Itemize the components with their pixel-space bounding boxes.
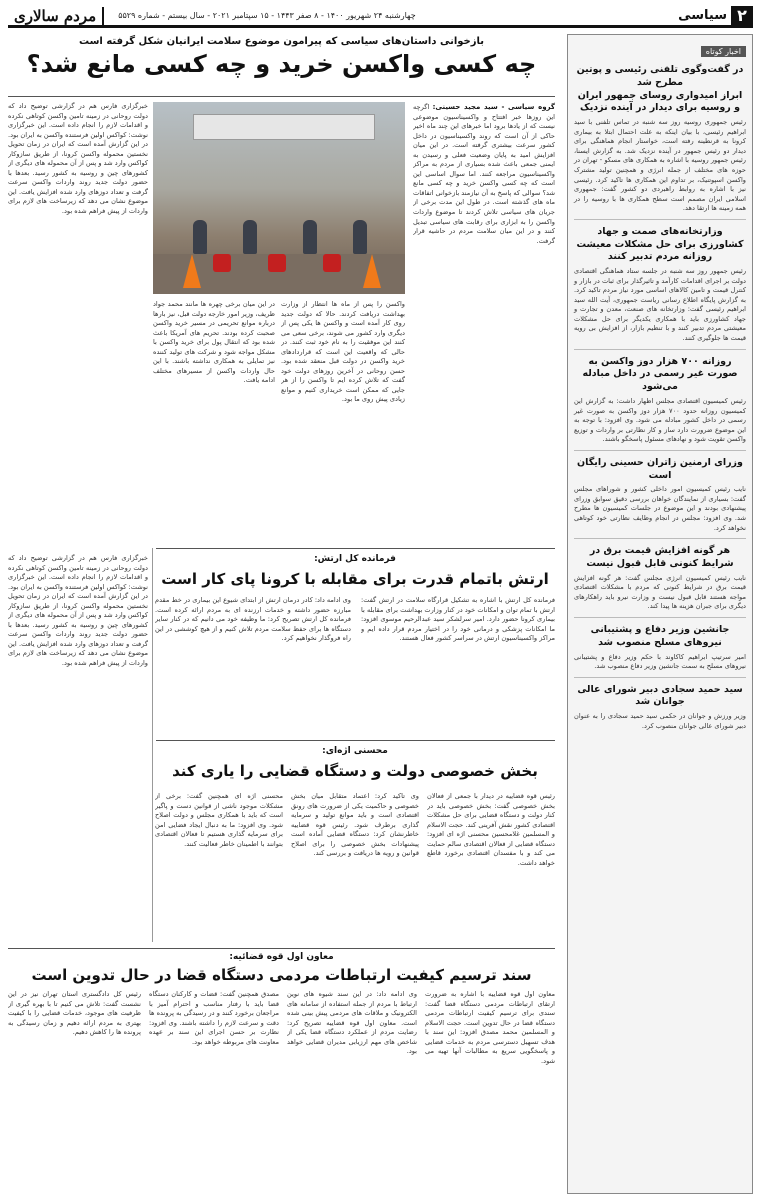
photo-traffic-cone: [363, 254, 381, 288]
divider: [152, 548, 153, 942]
lead-text-2-continued: خبرگزاری فارس هم در گزارشی توضیح داد که دولت روحانی در زمینه تامین واکسن کوتاهی نکرده و اقدامات لازم را انجام داده است. این خبرگزاری نوشت: کواکس اولین فرستنده واکسن به ایران بود. در این گزارش آمده است که ایران در زمان تحویل نخستین محموله واکسن کرونا، از طریق سازوکار کواکس وارد شد و پس از آن محموله های دیگری از کشورهای چین و روسیه به کشور رسید. بعدها با حضور دولت جدید روند واردات واکسن سرعت گرفت و تعداد دوزهای وارد شده افزایش یافت. این موضوع نشان می دهد که زیرساخت های لازم برای واردات از پیش فراهم شده بود.: [8, 554, 148, 668]
article3-column-1: [427, 792, 555, 942]
article4-headline: سند ترسیم کیفیت ارتباطات مردمی دستگاه قضا در حال تدوین است: [31, 966, 532, 984]
article4-text-2: وی ادامه داد: در این سند شیوه های نوین ارتباط با مردم از جمله استفاده از سامانه های الکترونیک و ملاقات های مردمی پیش بینی شده است. معاون اول قوه قضاییه تصریح کرد: رضایت مردم از عملکرد دستگاه قضا یکی از شاخص های مهم ارزیابی مدیران قضایی خواهد بود.: [287, 990, 417, 1056]
newspaper-logo: مردم سالاری: [8, 7, 104, 25]
section-name: سیاسی: [678, 8, 727, 23]
lead-column-4: [8, 102, 148, 542]
lead-text-4: در این میان برخی چهره ها مانند محمد جواد ظریف، وزیر امور خارجه دولت قبل، نیز بارها درباره موانع تحریمی در مسیر خرید واکسن صحبت کرده بودند. تحریم های آمریکا باعث شده بود که انتقال پول برای خرید واکسن با مشکل مواجه شود و شرکت های تولید کننده نیز تمایلی به همکاری نداشته باشند. با این حال واردات واکسن از مسیرهای مختلف ادامه یافت.: [153, 300, 275, 385]
news-item-body: رئیس کمیسیون اقتصادی مجلس اظهار داشت: به گزارش این کمیسیون روزانه حدود ۷۰۰ هزار دوز واکسن به صورت غیر رسمی در داخل کشور مبادله می شود. وی افزود: با توجه به این موضوع ضرورت دارد ساز و کار نظارتی بر واردات و توزیع واکسن تقویت شود و نهادهای مسئول پاسخگو باشند.: [574, 396, 746, 444]
sidebar-label: اخبار کوتاه: [701, 46, 746, 57]
lead-column-4-continued: [8, 554, 148, 942]
news-item-title: در گفت‌وگوی تلفنی رئیسی و پوتین مطرح شد ابراز امیدواری روسای جمهور ایران و روسیه برای دیدار در آینده نزدیک: [576, 64, 744, 114]
vaccination-photo: [153, 102, 405, 294]
article2-headline: ارتش باتمام قدرت برای مقابله با کرونا پای کار است: [161, 570, 549, 588]
divider: [574, 677, 746, 678]
lead-byline: گروه سیاسی - سید مجید حسینی:: [432, 103, 555, 111]
news-item-title: جانشین وزیر دفاع و پشتیبانی نیروهای مسلح منصوب شد: [590, 623, 730, 648]
photo-person: [243, 220, 257, 254]
news-item-title: وزرای ارمنین زاتران حسینی رایگان است: [577, 456, 743, 481]
photo-person: [303, 220, 317, 254]
article2-kicker: فرمانده کل ارتش:: [314, 554, 396, 564]
news-item: [574, 64, 746, 220]
news-item-body: امیر سرتیپ ابراهیم کاکاوند با حکم وزیر دفاع و پشتیبانی نیروهای مسلح به سمت جانشین وزیر دفاع منصوب شد.: [574, 652, 746, 671]
news-brief-sidebar: [567, 34, 753, 1194]
news-item-body: وزیر ورزش و جوانان در حکمی سید حمید سجادی را به عنوان دبیر شورای عالی جوانان منصوب کرد.: [574, 712, 746, 730]
news-item: [574, 226, 746, 350]
photo-person: [353, 220, 367, 254]
news-item-body: رئیس جمهور روز سه شنبه در جلسه ستاد هماهنگی اقتصادی دولت بر اجرای اقدامات کارآمد و تاثیرگذار برای ثبات در بازار و کنترل قیمت و تامین کالاهای اساسی مورد نیاز مردم تاکید کرد. به گزارش پایگاه اطلاع رسانی ریاست جمهوری، آیت الله سید ابراهیم رئیسی گفت: وزارتخانه های صنعت، معدن و تجارت و جهاد کشاورزی باید با همکاری یکدیگر برای حل مشکلات معیشتی مردم تدبیر کنند و با تنظیم بازار، از افزایش بی رویه قیمت ها جلوگیری کنند.: [574, 267, 746, 342]
news-item-body: رئیس جمهوری روسیه روز سه شنبه در تماس تلفنی با سید ابراهیم رئیسی، با بیان اینکه به علت احتمال ابتلا به بیماری کرونا به قرنطینه رفته است، خواستار انجام هماهنگی برای دیدار دو رئیس جمهور در آینده نزدیک شد. به گزارش ایسنا، رئیس جمهور روسیه با اشاره به همکاری های مسکو - تهران در حوزه های مختلف از جمله انرژی و همچنین تولید مشترک واکسن اسپوتنیک، بر تداوم این همکاری ها تاکید کرد. رئیسی نیز با اشاره به روابط راهبردی دو کشور گفت: جمهوری اسلامی ایران مصمم است سطح همکاری ها با روسیه را در همه زمینه ها ارتقا دهد.: [574, 118, 746, 213]
news-item-title: روزانه ۷۰۰ هزار دوز واکسن به صورت غیر رسمی در داخل مبادله می‌شود: [582, 355, 738, 393]
article4-text-4: رئیس کل دادگستری استان تهران نیز در این نشست گفت: تلاش می کنیم تا با بهره گیری از ظرفیت های موجود، خدمات قضایی را با کیفیت بهتری به مردم ارائه دهیم و زمان رسیدگی به پرونده ها را کاهش دهیم.: [8, 990, 141, 1037]
divider: [156, 548, 555, 549]
news-item-body: نایب رئیس کمیسیون انرژی مجلس گفت: هر گونه افزایش قیمت برق در شرایط کنونی که مردم با مشکلات اقتصادی مواجه هستند قابل قبول نیست و وزارت نیرو باید راهکارهای دیگری برای جبران هزینه ها پیدا کند.: [574, 573, 746, 611]
dateline: چهارشنبه ۲۴ شهریور ۱۴۰۰ - ۸ صفر ۱۴۴۳ - ۱۵ سپتامبر ۲۰۲۱ - سال بیستم - شماره ۵۵۲۹: [118, 11, 416, 20]
article3-text-3: محسنی اژه ای همچنین گفت: برخی از مشکلات موجود ناشی از قوانین دست و پاگیر است که باید با همکاری مجلس و دولت اصلاح شود. وی افزود: ما به دنبال ایجاد فضایی امن برای سرمایه گذاری هستیم تا فعالان اقتصادی بتوانند با اطمینان خاطر فعالیت کنند.: [155, 792, 283, 848]
page-number-block: [678, 6, 753, 26]
article4-text-1: معاون اول قوه قضاییه با اشاره به ضرورت ارتقای ارتباطات مردمی دستگاه قضا گفت: سندی برای ترسیم کیفیت ارتباطات مردمی دستگاه قضا در حال تدوین است. حجت الاسلام و المسلمین محمد مصدق افزود: این سند با هدف تسهیل دسترسی مردم به خدمات قضایی و پاسخگویی سریع به مطالبات آنها تهیه می شود.: [425, 990, 555, 1065]
photo-chair: [268, 254, 286, 272]
lead-headline: چه کسی واکسن خرید و چه کسی مانع شد؟: [26, 50, 537, 78]
article3-column-3: [155, 792, 283, 942]
main-content: [8, 34, 555, 1194]
article4-column-2: [287, 990, 417, 1194]
divider: [574, 219, 746, 220]
page-number: ۲: [731, 6, 753, 26]
news-item: [574, 624, 746, 678]
news-item: [574, 545, 746, 618]
article3-text-2: وی تاکید کرد: اعتماد متقابل میان بخش خصوصی و حاکمیت یکی از ضرورت های رونق اقتصادی است و باید موانع تولید و سرمایه گذاری برطرف شود. رئیس قوه قضاییه خاطرنشان کرد: دستگاه قضایی آماده است پیشنهادات بخش خصوصی را برای اصلاح قوانین و رویه ها دریافت و بررسی کند.: [291, 792, 419, 858]
lead-text-1: اگرچه این روزها خبر افتتاح و واکسیناسیون موضوعی نیست که از یادها برود اما خبرهای این چند ماه اخیر حاکی از آن است که روند واکسیناسیون در داخل کشور سرعت بیشتری گرفته است. در این میان افزایش امید به پایان وضعیت فعلی و رسیدن به ایمنی جمعی باعث شده بسیاری از مردم به مراکز واکسیناسیون مراجعه کنند. اما سوال اساسی این است که چه کسی واکسن خرید و چه کسی مانع شد؟ سوالی که پاسخ به آن نیازمند بازخوانی اتفاقات ماه های گذشته است. در طول این مدت برخی از جریان های سیاسی تلاش کردند تا موضوع واردات واکسن را به ابزاری برای رقابت های سیاسی تبدیل کنند و در این میان سلامت مردم در حاشیه قرار گرفت.: [413, 103, 555, 245]
photo-chair: [323, 254, 341, 272]
lead-text-3: واکسن را پس از ماه ها انتظار از وزارت بهداشت دریافت کردند. حالا که دولت جدید روی کار آمده است و واکسن ها یکی پس از دیگری وارد کشور می شوند، برخی سعی می کنند این موفقیت را به نام خود ثبت کنند. در حالی که واقعیت این است که قراردادهای خرید واکسن در دولت قبل منعقد شده بود. حسن روحانی در آخرین روزهای دولت خود گفت که تلاش کرده ایم تا واکسن را از هر جایی که ممکن است خریداری کنیم و موانع زیادی پیش روی ما بود.: [281, 300, 405, 404]
lead-text-2: خبرگزاری فارس هم در گزارشی توضیح داد که دولت روحانی در زمینه تامین واکسن کوتاهی نکرده و اقدامات لازم را انجام داده است. این خبرگزاری نوشت: کواکس اولین فرستنده واکسن به ایران بود. در این گزارش آمده است که ایران در زمان تحویل نخستین محموله واکسن کرونا، از طریق سازوکار کواکس وارد شد و پس از آن محموله های دیگری از کشورهای چین و روسیه به کشور رسید. بعدها با حضور دولت جدید روند واردات واکسن سرعت گرفت و تعداد دوزهای وارد شده افزایش یافت. این موضوع نشان می دهد که زیرساخت های لازم برای واردات از پیش فراهم شده بود.: [8, 102, 148, 216]
article2-text-1: فرمانده کل ارتش با اشاره به تشکیل قرارگاه سلامت در ارتش گفت: ارتش با تمام توان و امکانات خود در کنار وزارت بهداشت برای مقابله با بیماری کرونا حضور دارد. امیر سرلشکر سید عبدالرحیم موسوی افزود: ما امکانات پزشکی و درمانی خود را در اختیار مردم قرار داده ایم و مراکز واکسیناسیون ارتش در سراسر کشور فعال هستند.: [361, 596, 555, 643]
divider: [8, 96, 555, 97]
news-item-title: سید حمید سجادی دبیر شورای عالی جوانان شد: [577, 683, 743, 708]
article3-text-1: رئیس قوه قضاییه در دیدار با جمعی از فعالان بخش خصوصی گفت: بخش خصوصی باید در کنار دولت و دستگاه قضایی برای حل مشکلات اقتصادی کشور نقش آفرینی کند. حجت الاسلام و المسلمین غلامحسین محسنی اژه ای افزود: دستگاه قضایی از فعالان اقتصادی سالم حمایت می کند و با مفسدان اقتصادی برخورد قاطع خواهد داشت.: [427, 792, 555, 867]
photo-chair: [213, 254, 231, 272]
masthead: [8, 6, 753, 28]
article2-column-2: [155, 596, 351, 736]
article4-text-3: مصدق همچنین گفت: قضات و کارکنان دستگاه قضا باید با رفتار مناسب و احترام آمیز با مراجعان برخورد کنند و در رسیدگی به پرونده ها دقت و سرعت لازم را داشته باشند. وی افزود: نظارت بر حسن اجرای این سند بر عهده معاونت های مربوطه خواهد بود.: [149, 990, 279, 1046]
article4-column-3: [149, 990, 279, 1194]
news-item: [574, 684, 746, 732]
news-item-title: وزارتخانه‌های صمت و جهاد کشاورزی برای حل مشکلات معیشت روزانه مردم تدبیر کنند: [576, 225, 744, 263]
photo-person: [193, 220, 207, 254]
news-item-body: نایب رئیس کمیسیون امور داخلی کشور و شوراهای مجلس گفت: بسیاری از نمایندگان خواهان بررسی دقیق سوابق وزرای پیشنهادی بودند و این موضوع در جلسات کمیسیون ها مطرح شد. وی افزود: مجلس در انجام وظایف نظارتی خود کوتاهی نخواهد کرد.: [574, 485, 746, 532]
photo-traffic-cone: [183, 254, 201, 288]
photo-banner: [193, 114, 375, 140]
article2-text-2: وی ادامه داد: کادر درمان ارتش از ابتدای شیوع این بیماری در خط مقدم مبارزه حضور داشته و خدمات ارزنده ای به مردم ارائه کرده است. فرمانده کل ارتش تصریح کرد: ما وظیفه خود می دانیم که در کنار سایر دستگاه ها برای حفظ سلامت مردم تلاش کنیم و از هیچ کوششی در این راه فروگذار نخواهیم کرد.: [155, 596, 351, 643]
divider: [574, 538, 746, 539]
lead-column-3: [153, 300, 275, 542]
news-item: [574, 457, 746, 539]
divider: [574, 349, 746, 350]
article2-column-1: [361, 596, 555, 736]
divider: [574, 450, 746, 451]
news-item: [574, 356, 746, 451]
article3-kicker: محسنی اژه‌ای:: [322, 746, 388, 756]
lead-column-1: [413, 102, 555, 542]
article4-column-1: [425, 990, 555, 1194]
divider: [156, 740, 555, 741]
article4-kicker: معاون اول قوه قضائیه:: [229, 952, 334, 962]
lead-column-2: [281, 300, 405, 542]
article3-column-2: [291, 792, 419, 942]
news-item-title: هر گونه افزایش قیمت برق در شرایط کنونی قابل قبول نیست: [586, 545, 734, 569]
divider: [8, 948, 555, 949]
divider: [574, 617, 746, 618]
article4-column-4: [8, 990, 141, 1194]
article3-headline: بخش خصوصی دولت و دستگاه قضایی را یاری کند: [172, 762, 538, 780]
lead-kicker: بازخوانی داستان‌های سیاسی که پیرامون موضوع سلامت ایرانیان شکل گرفته است: [79, 36, 484, 47]
